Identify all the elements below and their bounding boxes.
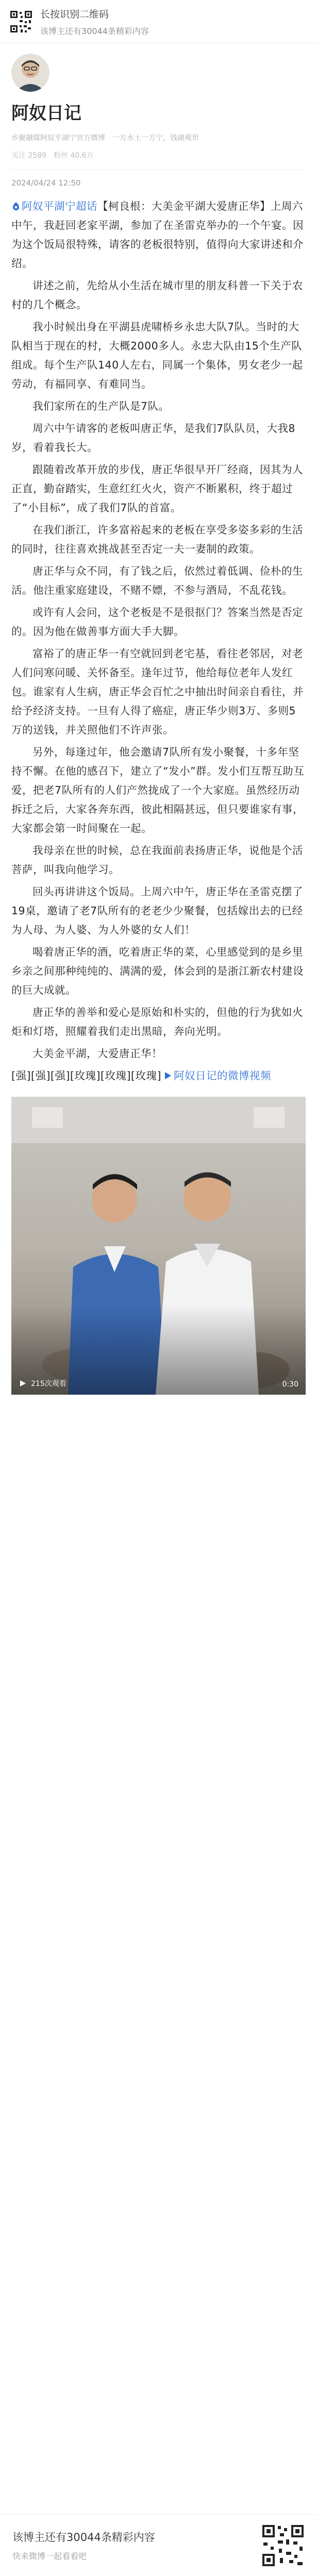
qr-banner[interactable]: [0, 0, 317, 43]
post-paragraph: 周六中午请客的老板叫唐正华，是我们7队队员，大我8岁，看着我长大。: [11, 422, 296, 454]
banner-title: 长按识别二维码: [40, 8, 109, 20]
post-paragraph: 唐正华的善举和爱心是原始和朴实的，但他的行为犹如火炬和灯塔，照耀着我们走出黑暗，奔向光明。: [11, 1006, 303, 1038]
video-link-icon: [163, 1071, 172, 1080]
post-paragraph: 讲述之前，先给从小生活在城市里的朋友科普一下关于农村的几个概念。: [11, 279, 303, 311]
topic-link[interactable]: 阿奴平湖宁超话: [11, 200, 97, 212]
footer-banner[interactable]: [0, 2514, 317, 2576]
avatar-image: [11, 54, 49, 92]
post-paragraph: 我小时候出身在平湖县虎啸桥乡永忠大队7队。当时的大队相当于现在的村，大概2000多人。永忠大队由15个生产队组成。每个生产队140人左右，同属一个集体，男女老少一起劳动，有福同享、有难同当。: [11, 321, 303, 390]
post-paragraph: 另外，每逢过年，他会邀请7队所有发小聚餐，十多年坚持不懈。在他的感召下，建立了“发小”群。发小们互帮互助互爱，把老7队所有的人们产然拢成了一个大家庭。虽然经历动拆迁之后，大家各奔东西，彼此相隔甚远，但只要谁家有事，大家都会第一时间聚在一起。: [11, 746, 305, 834]
super-topic-icon: [11, 202, 21, 211]
post-paragraph: 我们家所在的生产队是7队。: [32, 400, 170, 412]
post-timestamp: 2024/04/24 12:50: [11, 178, 81, 188]
post-paragraph: 或许有人会问，这个老板是不是很抠门？答案当然是否定的。因为他在做善事方面大手大脚。: [11, 606, 303, 638]
post-paragraph: 唐正华与众不同，有了钱之后，依然过着低调、俭朴的生活。他注重家庭建设，不赌不嫖，不参与酒局，不乱花钱。: [11, 565, 303, 596]
post-paragraph: 在我们浙江，许多富裕起来的老板在享受多姿多彩的生活的同时，往往喜欢挑战甚至否定一夫一妻制的政策。: [11, 524, 303, 555]
author-stats: 关注 2589 粉丝 40.6万: [11, 152, 94, 160]
post-paragraph: [11, 1066, 306, 1085]
footer-subtitle: 快来微博一起看看吧: [12, 2551, 87, 2561]
video-thumbnail: [11, 1097, 306, 1395]
video-player[interactable]: [11, 1097, 306, 1395]
video-views: 215次观看: [19, 1378, 66, 1389]
footer-title: 该博主还有30044条精彩内容: [12, 2531, 155, 2544]
emoji-line: [强][强][强][玫瑰][玫瑰][玫瑰]: [11, 1069, 161, 1082]
play-icon: [19, 1379, 27, 1387]
author-description: 乡聚融媒阿奴平湖宁官方微博 一方水土一方宁，钱湖观世: [11, 134, 199, 142]
post-paragraph: 跟随着改革开放的步伐，唐正华很早开厂经商，因其为人正直，勤奋踏实，生意红红火火，资产不断累积，终于超过了“小目标”，成了我们7队的首富。: [11, 463, 303, 514]
post-paragraph: 我母亲在世的时候，总在我面前表扬唐正华，说他是个活菩萨，叫我向他学习。: [11, 844, 303, 876]
post-paragraph: 喝着唐正华的酒，吃着唐正华的菜，心里感觉到的是乡里乡亲之间那种纯纯的、满满的爱，体会到的是浙江新农村建设的巨大成就。: [11, 946, 304, 996]
author-name[interactable]: 阿奴日记: [11, 103, 81, 124]
qr-code-icon: [261, 2524, 305, 2567]
video-link[interactable]: 阿奴日记的微博视频: [161, 1069, 271, 1082]
post-paragraph: 回头再讲讲这个饭局。上周六中午，唐正华在圣雷克摆了19桌，邀请了老7队所有的老老少少聚餐，包括嫁出去的已经为人母、为人婆、为人外婆的女人们！: [11, 885, 303, 936]
post-paragraph: 大美金平湖，大爱唐正华！: [32, 1047, 162, 1060]
post-paragraph: 富裕了的唐正华一有空就回到老宅基，看往老邻居，对老人们问寒问暖、关怀备至。逢年过节，他给每位老年人发红包。谁家有人生病，唐正华会百忙之中抽出时间亲自看往，并给予经济支持。一旦有人得了癌症，唐正华少则3万、多则5万的送钱，并关照他们不许声张。: [11, 647, 304, 736]
banner-subtitle: 该博主还有30044条精彩内容: [40, 26, 149, 36]
avatar[interactable]: [11, 54, 49, 92]
qr-code-icon: [9, 10, 33, 34]
video-duration: 0:30: [282, 1380, 298, 1389]
post-body: [11, 197, 306, 1085]
post-paragraph: 阿奴平湖宁超话【柯良根：大美金平湖大爱唐正华】上周六中午，我赶回老家平湖，参加了在圣雷克举办的一个午宴。因为这个饭局很特殊，请客的老板很特别，值得向大家讲述和介绍。: [11, 200, 304, 270]
